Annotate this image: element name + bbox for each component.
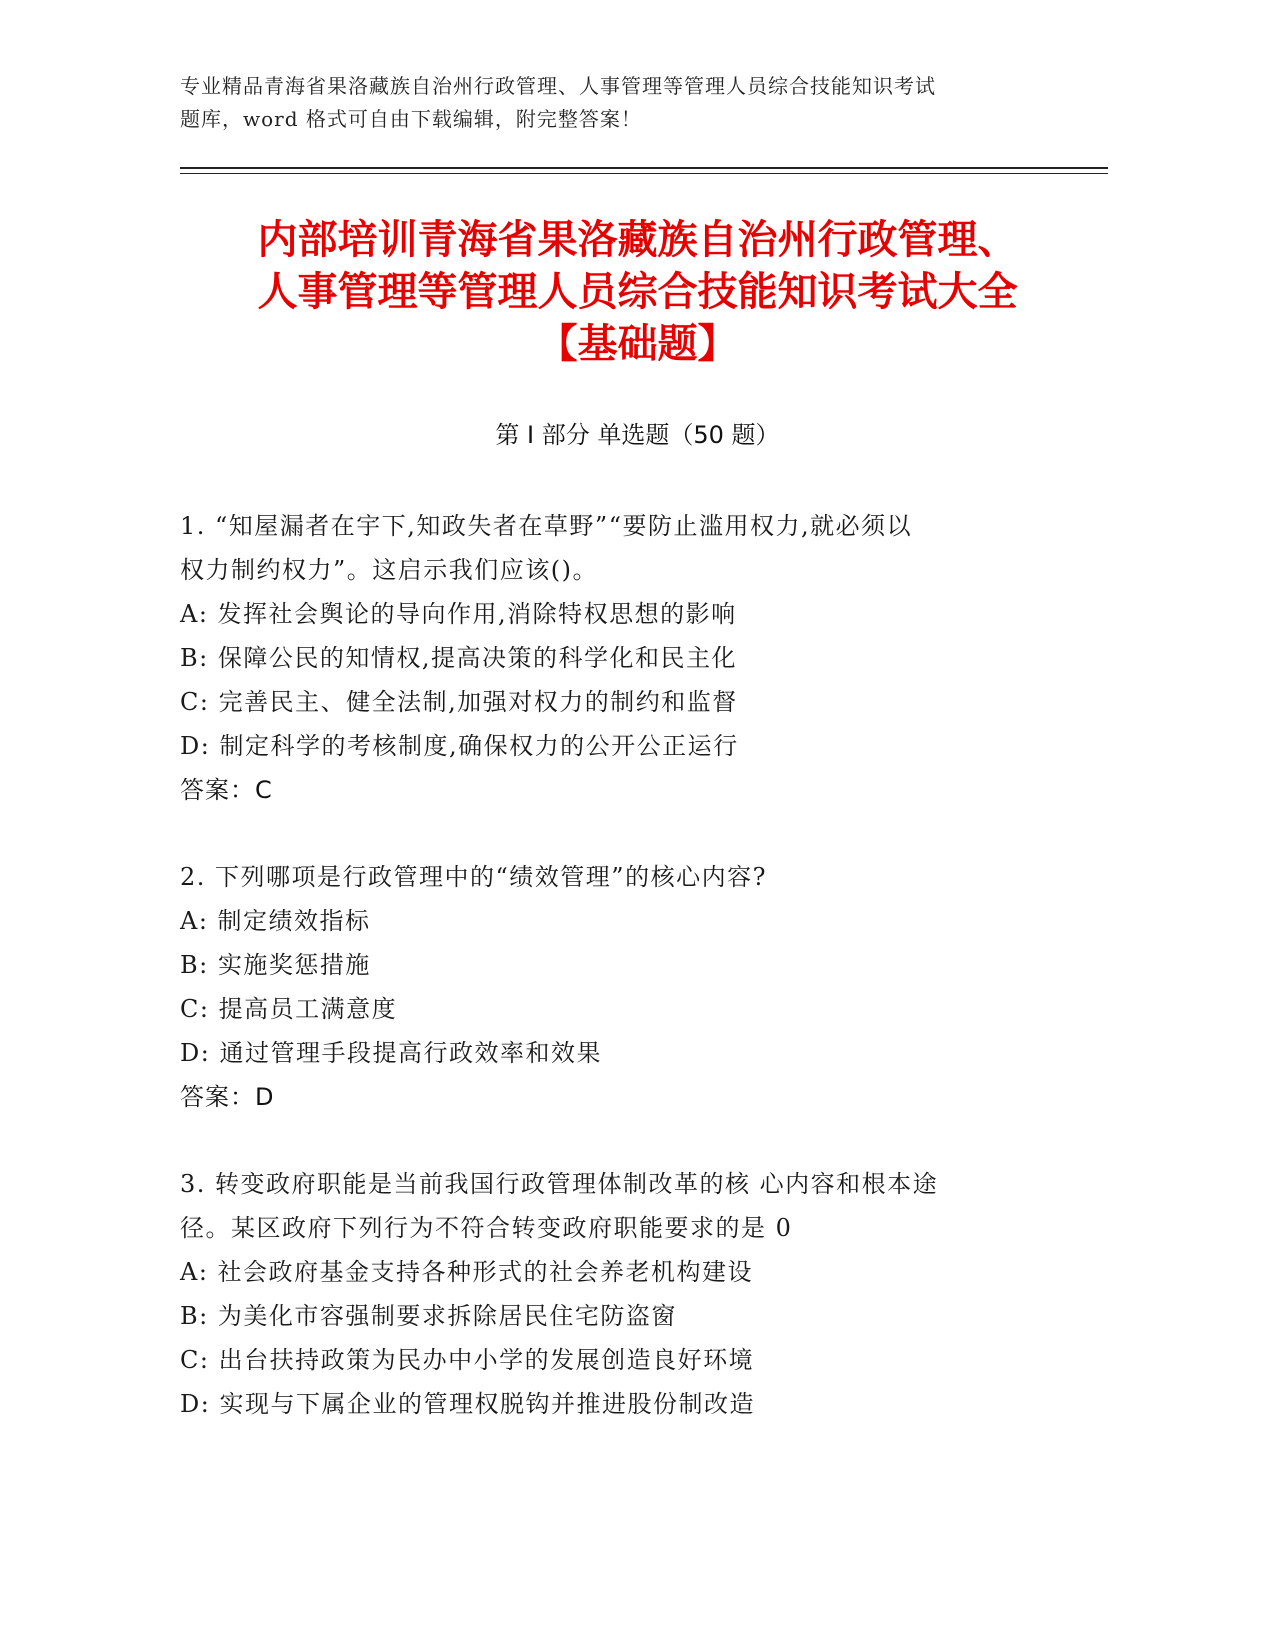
- question-stem-line: 径。某区政府下列行为不符合转变政府职能要求的是 0: [180, 1214, 793, 1242]
- question-stem-line: 3. 转变政府职能是当前我国行政管理体制改革的核 心内容和根本途: [180, 1170, 939, 1198]
- question-2: [180, 855, 1060, 1119]
- answer-line: 答案：C: [180, 776, 273, 804]
- question-stem-line: 权力制约权力”。这启示我们应该()。: [180, 556, 598, 584]
- option-a: A: 制定绩效指标: [180, 907, 371, 935]
- title-line-1: 内部培训青海省果洛藏族自治州行政管理、: [257, 217, 1018, 263]
- title-line-2: 人事管理等管理人员综合技能知识考试大全: [257, 269, 1018, 315]
- question-stem-line: 1. “知屋漏者在宇下,知政失者在草野”“要防止滥用权力,就必须以: [180, 512, 913, 540]
- section-heading: 第 I 部分 单选题（50 题）: [495, 421, 780, 449]
- header-divider-thick: [180, 167, 1108, 169]
- option-d: D: 实现与下属企业的管理权脱钩并推进股份制改造: [180, 1390, 755, 1418]
- header-note-line-1: 专业精品青海省果洛藏族自治州行政管理、人事管理等管理人员综合技能知识考试: [180, 74, 936, 98]
- document-title: [150, 214, 1125, 370]
- title-line-3: 【基础题】: [537, 321, 738, 367]
- header-divider-thin: [180, 173, 1108, 174]
- question-stem-line: 2. 下列哪项是行政管理中的“绩效管理”的核心内容?: [180, 863, 767, 891]
- option-c: C: 出台扶持政策为民办中小学的发展创造良好环境: [180, 1346, 755, 1374]
- question-1: [180, 504, 1060, 812]
- question-list: [180, 504, 1060, 1469]
- header-note-line-2: 题库，word 格式可自由下载编辑，附完整答案！: [180, 107, 642, 131]
- option-d: D: 制定科学的考核制度,确保权力的公开公正运行: [180, 732, 739, 760]
- option-c: C: 提高员工满意度: [180, 995, 398, 1023]
- option-b: B: 保障公民的知情权,提高决策的科学化和民主化: [180, 644, 737, 672]
- option-d: D: 通过管理手段提高行政效率和效果: [180, 1039, 602, 1067]
- option-c: C: 完善民主、健全法制,加强对权力的制约和监督: [180, 688, 738, 716]
- option-a: A: 社会政府基金支持各种形式的社会养老机构建设: [180, 1258, 754, 1286]
- option-b: B: 实施奖惩措施: [180, 951, 371, 979]
- option-b: B: 为美化市容强制要求拆除居民住宅防盗窗: [180, 1302, 677, 1330]
- header-note: [180, 70, 1080, 136]
- answer-line: 答案：D: [180, 1083, 275, 1111]
- option-a: A: 发挥社会舆论的导向作用,消除特权思想的影响: [180, 600, 737, 628]
- question-3: [180, 1162, 1060, 1426]
